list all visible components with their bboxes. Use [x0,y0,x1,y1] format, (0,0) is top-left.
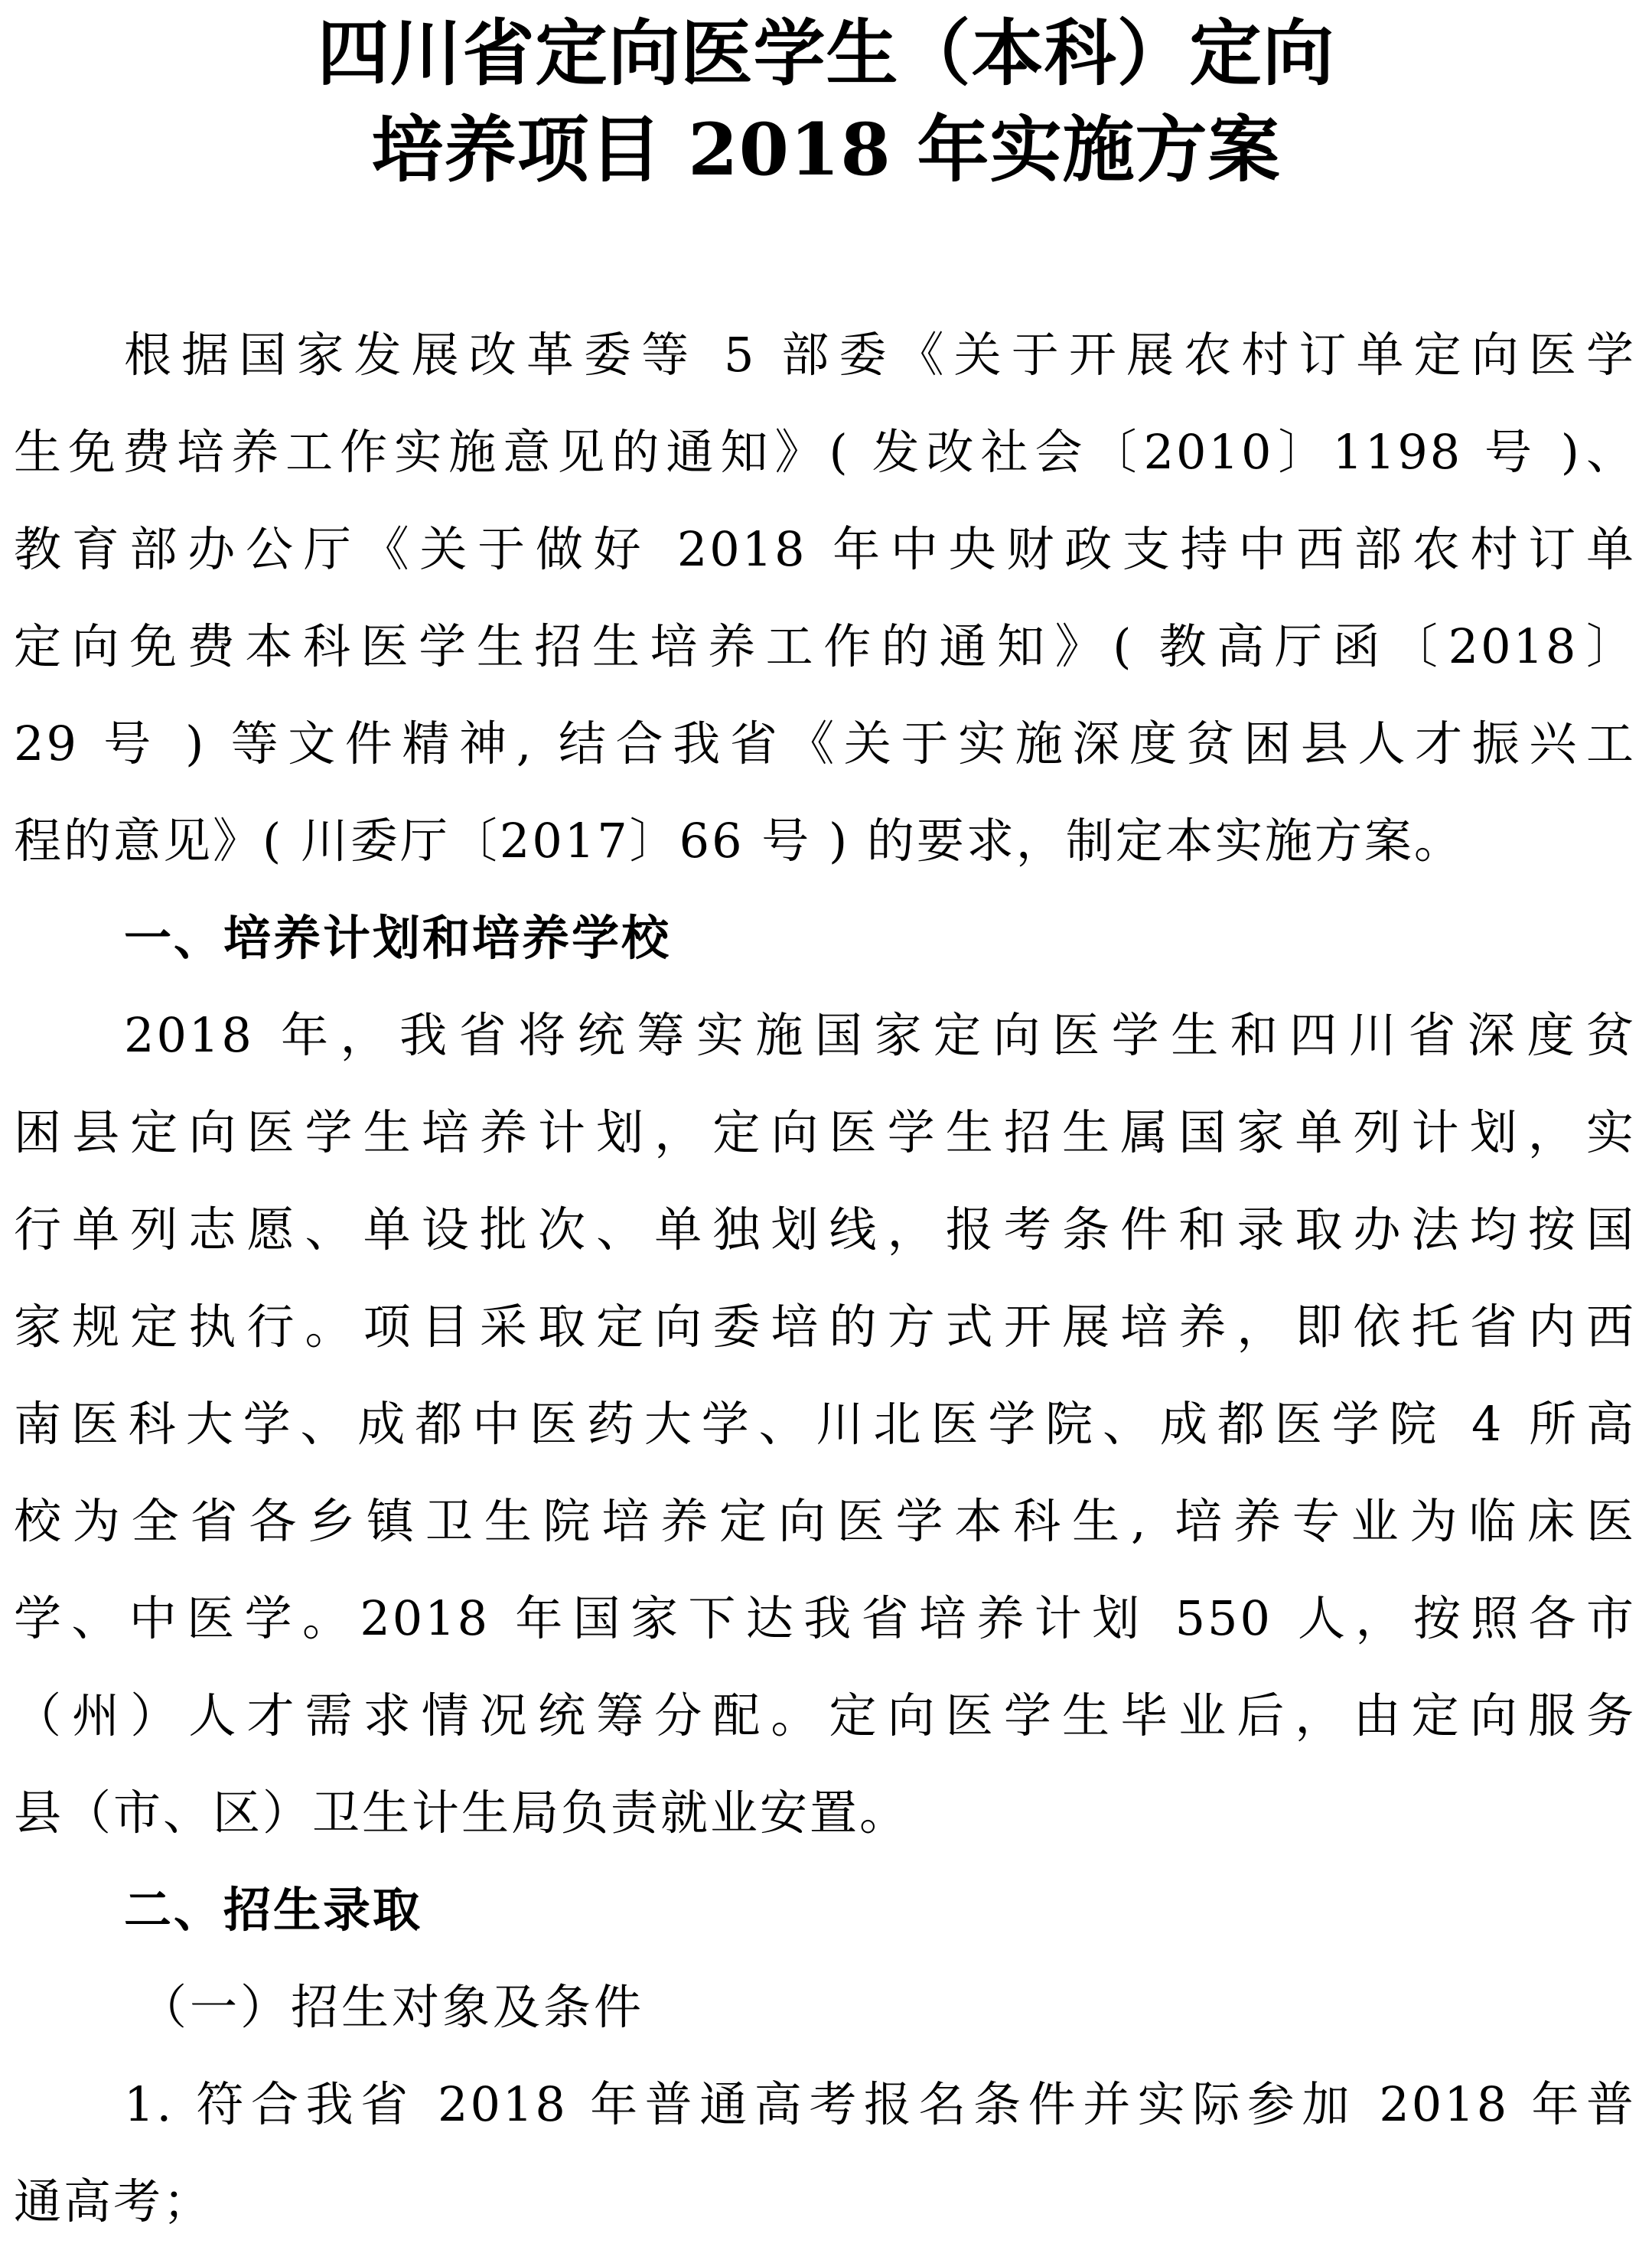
document-body [14,306,1636,2250]
document-title-line-1: 四川省定向医学生（本科）定向 [317,11,1335,96]
intro-paragraph [14,306,1636,889]
intro-line: 定向免费本科医学生招生培养工作的通知》( 教高厅函〔2018〕 [14,618,1636,674]
intro-line: 29 号 ) 等文件精神, 结合我省《关于实施深度贫困县人才振兴工 [14,716,1636,771]
section-1-line: 学、中医学。2018 年国家下达我省培养计划 550 人，按照各市 [14,1590,1636,1646]
intro-line: 根据国家发展改革委等 5 部委《关于开展农村订单定向医学 [124,327,1636,383]
section-1-line: 家规定执行。项目采取定向委培的方式开展培养，即依托省内西 [14,1299,1636,1355]
section-1-line: 南医科大学、成都中医药大学、川北医学院、成都医学院 4 所高 [14,1396,1636,1452]
item-1-line: 通高考； [14,2173,213,2229]
item-1-line: 1. 符合我省 2018 年普通高考报名条件并实际参加 2018 年普 [124,2076,1636,2132]
intro-line: 教育部办公厅《关于做好 2018 年中央财政支持中西部农村订单 [14,521,1636,577]
section-2-subheading: （一）招生对象及条件 [139,1979,645,2035]
section-1-line: 行单列志愿、单设批次、单独划线，报考条件和录取办法均按国 [14,1202,1636,1257]
section-1-line: 县（市、区）卫生计生局负责就业安置。 [14,1785,910,1841]
intro-line: 程的意见》( 川委厅〔2017〕66 号 ) 的要求，制定本实施方案。 [14,813,1464,869]
section-2-heading: 二、招生录取 [124,1882,423,1938]
section-1-line: （州）人才需求情况统筹分配。定向医学生毕业后，由定向服务 [14,1688,1636,1743]
section-1-line: 2018 年，我省将统筹实施国家定向医学生和四川省深度贫 [124,1007,1636,1063]
intro-line: 生免费培养工作实施意见的通知》( 发改社会〔2010〕1198 号 )、 [14,424,1636,480]
document-title-line-2: 培养项目 2018 年实施方案 [371,108,1281,192]
section-1-line: 困县定向医学生培养计划，定向医学生招生属国家单列计划，实 [14,1104,1636,1160]
section-2-item-1 [14,2056,1636,2250]
section-1-heading: 一、培养计划和培养学校 [124,910,672,966]
section-1-paragraph [14,986,1636,1861]
section-1-line: 校为全省各乡镇卫生院培养定向医学本科生, 培养专业为临床医 [14,1493,1636,1549]
